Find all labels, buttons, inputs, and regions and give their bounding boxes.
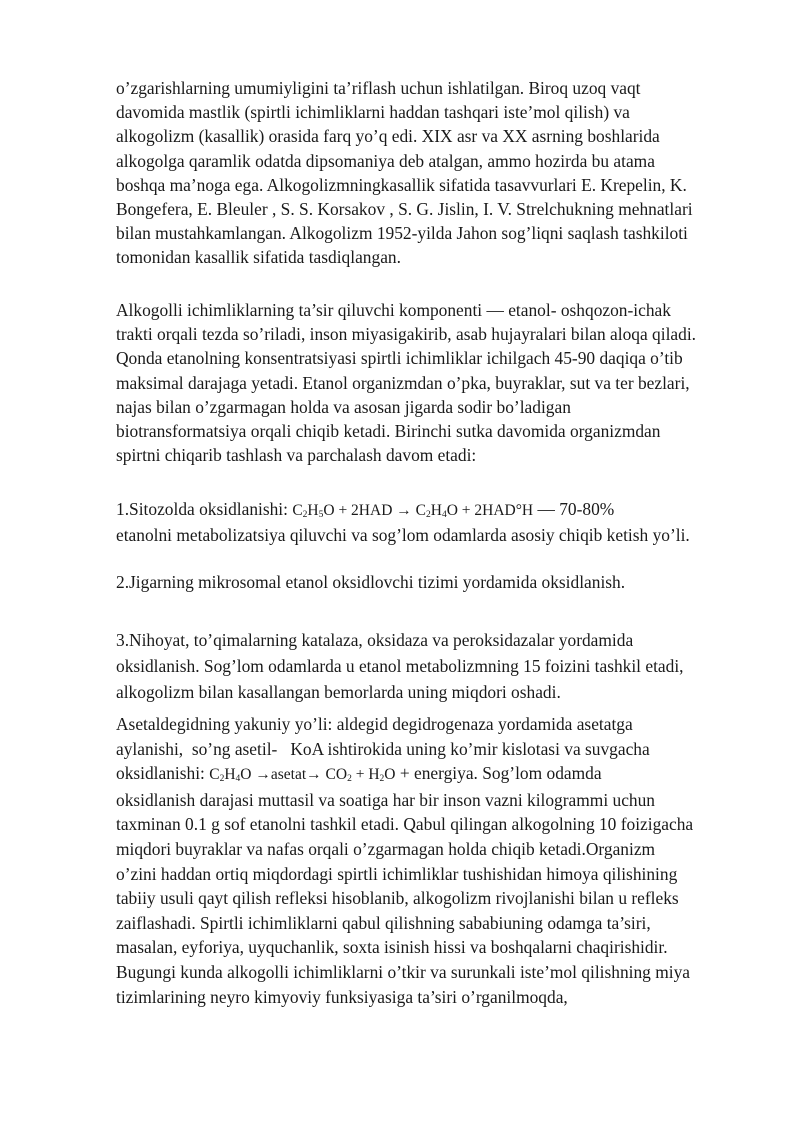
text-line: trakti orqali tezda so’riladi, inson miyasigakirib, asab hujayralari bilan aloqa qiladi. [116, 324, 696, 345]
formula-part: H [224, 766, 236, 784]
text-line: Alkogolli ichimliklarning ta’sir qiluvchi komponenti — etanol- oshqozon-ichak [116, 300, 671, 320]
text-line: zaiflashadi. Spirtli ichimliklarni qabul qilishning sababiuning odamga ta’siri, [116, 912, 651, 933]
text-line: oksidlanish darajasi muttasil va soatiga har bir inson vazni kilogrammi uchun [116, 789, 655, 810]
text-line: biotransformatsiya orqali chiqib ketadi. Birinchi sutka davomida organizmdan [116, 421, 661, 442]
formula-subscript: 2 [219, 774, 225, 785]
text-line [116, 497, 756, 523]
text-line: 2.Jigarning mikrosomal etanol oksidlovchi tizimi yordamida oksidlanish. [116, 572, 626, 592]
formula-part: C [415, 502, 426, 519]
text-line: spirtni chiqarib tashlash va parchalash davom etadi: [116, 445, 477, 466]
chemical-formula [209, 766, 395, 783]
text-suffix: — 70-80% [533, 499, 615, 519]
text-line: tomonidan kasallik sifatida tasdiqlangan. [116, 247, 401, 268]
arrow-symbol: → [392, 502, 416, 519]
paragraph-tissue-oxidation [116, 627, 756, 705]
formula-part: O [384, 766, 396, 784]
chemical-formula [292, 502, 533, 519]
formula-part: CO [325, 766, 348, 784]
text-line: tabiiy usuli qayt qilish refleksi hisoblanib, alkogolizm rivojlanishi bilan u refleks [116, 888, 679, 909]
text-line: miqdori buyraklar va nafas orqali o’zgarmagan holda chiqib ketadi.Organizm [116, 838, 656, 859]
paragraph-cytosol-oxidation [116, 497, 756, 547]
text-suffix: + energiya. Sog’lom odamda [395, 763, 602, 784]
text-line: Qonda etanolning konsentratsiyasi spirtli ichimliklar ichilgach 45-90 daqiqa o’tib [116, 348, 683, 369]
text-line: o’zini haddan ortiq miqdordagi spirtli ichimliklar tushishidan himoya qilishining [116, 863, 678, 884]
formula-subscript: 5 [318, 510, 324, 520]
formula-subscript: 4 [235, 774, 241, 785]
text-line: Bongefera, E. Bleuler , S. S. Korsakov , S. G. Jislin, I. V. Strelchukning mehnatlari [116, 199, 693, 220]
formula-part: H [430, 502, 442, 519]
text-prefix: oksidlanishi: [116, 763, 210, 784]
text-line: najas bilan o’zgarmagan holda va asosan jigarda sodir bo’ladigan [116, 396, 571, 417]
formula-part: O + 2HAD°H [446, 502, 534, 519]
text-line: aylanishi, so’ng asetil- KoA ishtirokida uning ko’mir kislotasi va suvgacha [116, 738, 650, 759]
text-line: o’zgarishlarning umumiyligini ta’riflash uchun ishlatilgan. Biroq uzoq vaqt [116, 78, 641, 98]
text-line: etanolni metabolizatsiya qiluvchi va sog’lom odamlarda asosiy chiqib ketish yo’li. [116, 525, 690, 546]
text-line: alkogolga qaramlik odatda dipsomaniya deb atalgan, ammo hozirda bu atama [116, 150, 655, 171]
text-line: alkogolizm (kasallik) orasida farq yo’q edi. XIX asr va XX asrning boshlarida [116, 126, 660, 147]
text-line: maksimal darajaga yetadi. Etanol organizmdan o’pka, buyraklar, sut va ter bezlari, [116, 372, 690, 393]
text-line: oksidlanish. Sog’lom odamlarda u etanol metabolizmning 15 foizini tashkil etadi, [116, 656, 684, 676]
formula-part: asetat [270, 766, 307, 784]
formula-subscript: 2 [302, 510, 308, 520]
formula-subscript: 2 [379, 774, 385, 785]
formula-part: C [292, 502, 303, 519]
formula-subscript: 2 [426, 510, 431, 520]
text-line: boshqa ma’noga ega. Alkogolizmningkasallik sifatida tasavvurlari E. Krepelin, K. [116, 174, 687, 195]
formula-part: O [240, 766, 252, 784]
text-line: bilan mustahkamlangan. Alkogolizm 1952-yilda Jahon sog’liqni saqlash tashkiloti [116, 223, 688, 244]
paragraph-alcoholism-history [116, 76, 756, 270]
formula-part: H [307, 502, 319, 519]
paragraph-ethanol-absorption [116, 298, 756, 467]
formula-part: O + 2HAD [323, 502, 393, 519]
text-line: Bugungi kunda alkogolli ichimliklarni o’tkir va surunkali iste’mol qilishning miya [116, 961, 690, 982]
text-line: masalan, eyforiya, uyquchanlik, soxta isinish hissi va boshqalarni chaqirishidir. [116, 937, 668, 958]
formula-part: C [209, 766, 220, 784]
text-line: alkogolizm bilan kasallangan bemorlarda uning miqdori oshadi. [116, 682, 561, 702]
text-line: davomida mastlik (spirtli ichimliklarni haddan tashqari iste’mol qilish) va [116, 102, 630, 123]
formula-part: H [368, 766, 380, 784]
paragraph-microsomal-oxidation [116, 570, 756, 594]
text-line: Asetaldegidning yakuniy yo’li: aldegid degidrogenaza yordamida asetatga [116, 714, 633, 734]
text-line: 3.Nihoyat, to’qimalarning katalaza, oksidaza va peroksidazalar yordamida [116, 630, 634, 650]
text-line [116, 761, 756, 788]
text-line: taxminan 0.1 g sof etanolni tashkil etadi. Qabul qilingan alkogolning 10 foizigacha [116, 814, 694, 835]
arrow-symbol: → [306, 766, 326, 784]
formula-part: + [351, 766, 369, 784]
text-line: tizimlarining neyro kimyoviy funksiyasiga ta’siri o’rganilmoqda, [116, 986, 568, 1007]
formula-subscript: 2 [347, 774, 352, 785]
arrow-symbol: → [251, 766, 271, 784]
paragraph-acetaldehyde-path [116, 712, 756, 1009]
formula-subscript: 4 [441, 510, 447, 520]
list-item-prefix: 1.Sitozolda oksidlanishi: [116, 499, 293, 519]
